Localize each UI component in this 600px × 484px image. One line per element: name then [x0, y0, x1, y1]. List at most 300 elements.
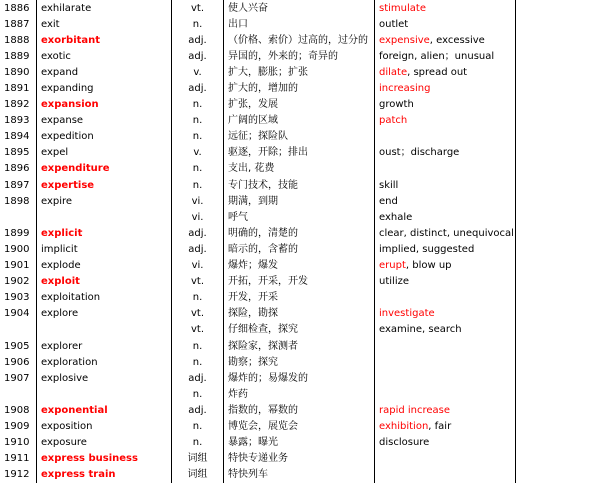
synonym-text: growth	[379, 99, 414, 111]
table-row	[0, 48, 600, 64]
entry-number-cell-text: 1894	[4, 131, 30, 143]
entry-number-cell	[0, 322, 37, 338]
entry-number-cell-text: 1911	[4, 453, 30, 465]
part-of-speech-cell	[172, 290, 224, 306]
blank-cell	[516, 80, 600, 96]
part-of-speech-cell	[172, 209, 224, 225]
table-row	[0, 451, 600, 467]
headword-cell-text: exposition	[41, 420, 93, 432]
part-of-speech-cell-text: vt.	[190, 2, 205, 14]
table-row	[0, 435, 600, 451]
headword-cell	[37, 0, 172, 16]
part-of-speech-cell-text: v.	[193, 147, 202, 159]
chinese-meaning-cell-text: 特快列车	[228, 469, 268, 481]
chinese-meaning-cell-text: 特快专递业务	[228, 453, 288, 465]
highlighted-synonym: patch	[379, 115, 408, 127]
part-of-speech-cell	[172, 97, 224, 113]
chinese-meaning-cell	[224, 418, 375, 434]
blank-cell	[516, 209, 600, 225]
chinese-meaning-cell	[224, 338, 375, 354]
chinese-meaning-cell-text: 暗示的，含蓄的	[228, 243, 298, 255]
entry-number-cell	[0, 306, 37, 322]
entry-number-cell-text: 1903	[4, 292, 30, 304]
part-of-speech-cell	[172, 467, 224, 483]
part-of-speech-cell-text: adj.	[188, 50, 207, 62]
synonym-text: , spread out	[407, 66, 468, 78]
part-of-speech-cell-text: n.	[192, 388, 203, 400]
part-of-speech-cell-text: adj.	[188, 227, 207, 239]
entry-number-cell	[0, 241, 37, 257]
entry-number-cell-text: 1906	[4, 356, 30, 368]
entry-number-cell	[0, 16, 37, 32]
entry-number-cell	[0, 193, 37, 209]
table-row	[0, 0, 600, 16]
english-synonym-cell	[375, 113, 516, 129]
english-synonym-cell	[375, 161, 516, 177]
chinese-meaning-cell-text: 出口	[228, 18, 248, 30]
headword-cell-text: expand	[41, 66, 79, 78]
blank-cell	[516, 418, 600, 434]
chinese-meaning-cell-text: 专门技术，技能	[228, 179, 298, 191]
table-row	[0, 258, 600, 274]
english-synonym-cell	[375, 209, 516, 225]
part-of-speech-cell-text: n.	[192, 356, 203, 368]
entry-number-cell	[0, 338, 37, 354]
blank-cell	[516, 161, 600, 177]
part-of-speech-cell-text: n.	[192, 115, 203, 127]
blank-cell	[516, 467, 600, 483]
table-row	[0, 322, 600, 338]
chinese-meaning-cell-text: 支出, 花费	[228, 163, 275, 175]
headword-cell	[37, 290, 172, 306]
headword-cell-text: exit	[41, 18, 60, 30]
headword-cell-text: expanding	[41, 83, 94, 95]
headword-cell-text: explosive	[41, 372, 89, 384]
headword-cell-text: implicit	[41, 243, 78, 255]
blank-cell	[516, 241, 600, 257]
entry-number-cell	[0, 97, 37, 113]
english-synonym-cell	[375, 193, 516, 209]
english-synonym-cell	[375, 48, 516, 64]
part-of-speech-cell-text: n.	[192, 340, 203, 352]
blank-cell	[516, 386, 600, 402]
chinese-meaning-cell	[224, 97, 375, 113]
chinese-meaning-cell-text: 仔细检查，探究	[228, 324, 298, 336]
chinese-meaning-cell-text: 炸药	[228, 388, 248, 400]
part-of-speech-cell	[172, 161, 224, 177]
headword-cell	[37, 386, 172, 402]
entry-number-cell	[0, 64, 37, 80]
synonym-text: exhale	[379, 211, 413, 223]
entry-number-cell-text: 1912	[4, 469, 30, 481]
synonym-text: disclosure	[379, 437, 430, 449]
headword-cell	[37, 80, 172, 96]
table-row	[0, 241, 600, 257]
headword-cell-text: exponential	[41, 404, 108, 416]
part-of-speech-cell	[172, 258, 224, 274]
table-row	[0, 64, 600, 80]
entry-number-cell	[0, 177, 37, 193]
english-synonym-cell	[375, 451, 516, 467]
part-of-speech-cell	[172, 402, 224, 418]
chinese-meaning-cell	[224, 129, 375, 145]
blank-cell	[516, 338, 600, 354]
headword-cell	[37, 97, 172, 113]
chinese-meaning-cell	[224, 467, 375, 483]
chinese-meaning-cell	[224, 402, 375, 418]
headword-cell-text: explode	[41, 260, 81, 272]
synonym-text: , excessive	[429, 34, 485, 46]
blank-cell	[516, 64, 600, 80]
headword-cell-text: exploit	[41, 276, 80, 288]
entry-number-cell	[0, 225, 37, 241]
part-of-speech-cell-text: adj.	[188, 34, 207, 46]
entry-number-cell-text: 1907	[4, 372, 30, 384]
english-synonym-cell	[375, 80, 516, 96]
entry-number-cell	[0, 258, 37, 274]
headword-cell	[37, 370, 172, 386]
headword-cell-text: expansion	[41, 99, 99, 111]
chinese-meaning-cell-text: 期满，到期	[228, 195, 278, 207]
chinese-meaning-cell-text: 扩大的，增加的	[228, 83, 298, 95]
chinese-meaning-cell	[224, 435, 375, 451]
english-synonym-cell	[375, 354, 516, 370]
chinese-meaning-cell-text: 探险家，探测者	[228, 340, 298, 352]
headword-cell-text: express train	[41, 469, 116, 481]
highlighted-synonym: dilate	[379, 66, 408, 78]
part-of-speech-cell-text: vi.	[191, 260, 204, 272]
entry-number-cell	[0, 209, 37, 225]
headword-cell-text: exploitation	[41, 292, 101, 304]
english-synonym-cell	[375, 467, 516, 483]
blank-cell	[516, 306, 600, 322]
part-of-speech-cell	[172, 306, 224, 322]
headword-cell-text: exposure	[41, 437, 87, 449]
part-of-speech-cell	[172, 129, 224, 145]
headword-cell-text: explicit	[41, 227, 83, 239]
blank-cell	[516, 435, 600, 451]
chinese-meaning-cell	[224, 161, 375, 177]
part-of-speech-cell-text: vi.	[191, 211, 204, 223]
blank-cell	[516, 290, 600, 306]
part-of-speech-cell	[172, 322, 224, 338]
headword-cell	[37, 161, 172, 177]
entry-number-cell-text: 1900	[4, 243, 30, 255]
blank-cell	[516, 402, 600, 418]
table-row	[0, 402, 600, 418]
entry-number-cell	[0, 80, 37, 96]
chinese-meaning-cell	[224, 225, 375, 241]
table-row	[0, 418, 600, 434]
entry-number-cell-text: 1898	[4, 195, 30, 207]
chinese-meaning-cell-text: 爆炸的；易爆发的	[228, 372, 308, 384]
entry-number-cell-text: 1904	[4, 308, 30, 320]
part-of-speech-cell-text: vi.	[191, 195, 204, 207]
chinese-meaning-cell-text: 扩大，膨胀；扩张	[228, 66, 308, 78]
blank-cell	[516, 258, 600, 274]
entry-number-cell	[0, 113, 37, 129]
headword-cell	[37, 338, 172, 354]
part-of-speech-cell	[172, 274, 224, 290]
english-synonym-cell	[375, 258, 516, 274]
entry-number-cell-text: 1897	[4, 179, 30, 191]
part-of-speech-cell	[172, 386, 224, 402]
chinese-meaning-cell	[224, 48, 375, 64]
highlighted-synonym: exhibition	[379, 420, 429, 432]
entry-number-cell	[0, 48, 37, 64]
part-of-speech-cell	[172, 435, 224, 451]
synonym-text: outlet	[379, 18, 409, 30]
english-synonym-cell	[375, 370, 516, 386]
english-synonym-cell	[375, 418, 516, 434]
table-row	[0, 161, 600, 177]
chinese-meaning-cell	[224, 145, 375, 161]
english-synonym-cell	[375, 64, 516, 80]
highlighted-synonym: erupt	[379, 260, 406, 272]
chinese-meaning-cell-text: 使人兴奋	[228, 2, 268, 14]
part-of-speech-cell-text: v.	[193, 66, 202, 78]
entry-number-cell	[0, 354, 37, 370]
english-synonym-cell	[375, 241, 516, 257]
chinese-meaning-cell	[224, 64, 375, 80]
english-synonym-cell	[375, 274, 516, 290]
part-of-speech-cell	[172, 354, 224, 370]
table-row	[0, 290, 600, 306]
chinese-meaning-cell-text: 呼气	[228, 211, 248, 223]
entry-number-cell-text: 1902	[4, 276, 30, 288]
entry-number-cell	[0, 32, 37, 48]
chinese-meaning-cell-text: 探险，勘探	[228, 308, 278, 320]
headword-cell	[37, 48, 172, 64]
headword-cell	[37, 451, 172, 467]
part-of-speech-cell-text: adj.	[188, 243, 207, 255]
chinese-meaning-cell	[224, 451, 375, 467]
part-of-speech-cell-text: n.	[192, 99, 203, 111]
blank-cell	[516, 0, 600, 16]
headword-cell-text: exorbitant	[41, 34, 101, 46]
table-row	[0, 97, 600, 113]
chinese-meaning-cell	[224, 32, 375, 48]
table-row	[0, 338, 600, 354]
part-of-speech-cell	[172, 241, 224, 257]
synonym-text: examine, search	[379, 324, 462, 336]
headword-cell	[37, 258, 172, 274]
entry-number-cell-text: 1896	[4, 163, 30, 175]
blank-cell	[516, 97, 600, 113]
part-of-speech-cell-text: 词组	[187, 453, 208, 465]
entry-number-cell	[0, 129, 37, 145]
synonym-text: implied, suggested	[379, 243, 475, 255]
chinese-meaning-cell	[224, 290, 375, 306]
synonym-text: , blow up	[405, 260, 452, 272]
headword-cell	[37, 402, 172, 418]
entry-number-cell-text: 1901	[4, 260, 30, 272]
headword-cell	[37, 467, 172, 483]
entry-number-cell	[0, 370, 37, 386]
table-row	[0, 129, 600, 145]
highlighted-synonym: expensive	[379, 34, 430, 46]
part-of-speech-cell	[172, 177, 224, 193]
chinese-meaning-cell-text: 暴露；曝光	[228, 437, 278, 449]
synonym-text: foreign, alien；unusual	[379, 50, 495, 62]
chinese-meaning-cell	[224, 258, 375, 274]
headword-cell-text: express business	[41, 453, 138, 465]
chinese-meaning-cell-text: 扩张，发展	[228, 99, 278, 111]
table-row	[0, 80, 600, 96]
blank-cell	[516, 113, 600, 129]
chinese-meaning-cell-text: 开发，开采	[228, 292, 278, 304]
headword-cell-text: expertise	[41, 179, 95, 191]
blank-cell	[516, 370, 600, 386]
part-of-speech-cell	[172, 418, 224, 434]
blank-cell	[516, 193, 600, 209]
chinese-meaning-cell	[224, 193, 375, 209]
headword-cell	[37, 193, 172, 209]
english-synonym-cell	[375, 306, 516, 322]
table-row	[0, 209, 600, 225]
entry-number-cell	[0, 435, 37, 451]
english-synonym-cell	[375, 386, 516, 402]
headword-cell	[37, 354, 172, 370]
part-of-speech-cell	[172, 225, 224, 241]
entry-number-cell-text: 1888	[4, 34, 30, 46]
synonym-text: skill	[379, 179, 399, 191]
highlighted-synonym: rapid increase	[379, 404, 451, 416]
chinese-meaning-cell-text: 驱逐，开除；排出	[228, 147, 308, 159]
chinese-meaning-cell	[224, 306, 375, 322]
chinese-meaning-cell-text: 博览会，展览会	[228, 420, 298, 432]
entry-number-cell	[0, 0, 37, 16]
table-row	[0, 16, 600, 32]
english-synonym-cell	[375, 129, 516, 145]
table-row	[0, 32, 600, 48]
headword-cell-text: exhilarate	[41, 2, 92, 14]
entry-number-cell	[0, 402, 37, 418]
headword-cell-text: explorer	[41, 340, 83, 352]
highlighted-synonym: stimulate	[379, 2, 426, 14]
table-row	[0, 177, 600, 193]
part-of-speech-cell	[172, 451, 224, 467]
english-synonym-cell	[375, 322, 516, 338]
blank-cell	[516, 32, 600, 48]
chinese-meaning-cell-text: 远征；探险队	[228, 131, 288, 143]
chinese-meaning-cell	[224, 274, 375, 290]
entry-number-cell	[0, 418, 37, 434]
blank-cell	[516, 16, 600, 32]
entry-number-cell	[0, 145, 37, 161]
headword-cell	[37, 225, 172, 241]
part-of-speech-cell-text: adj.	[188, 372, 207, 384]
highlighted-synonym: increasing	[379, 83, 431, 95]
part-of-speech-cell-text: vt.	[190, 276, 205, 288]
chinese-meaning-cell	[224, 80, 375, 96]
english-synonym-cell	[375, 290, 516, 306]
headword-cell	[37, 64, 172, 80]
part-of-speech-cell	[172, 80, 224, 96]
headword-cell	[37, 16, 172, 32]
part-of-speech-cell	[172, 145, 224, 161]
part-of-speech-cell-text: vt.	[190, 308, 205, 320]
part-of-speech-cell-text: n.	[192, 18, 203, 30]
chinese-meaning-cell	[224, 0, 375, 16]
chinese-meaning-cell-text: 爆炸；爆发	[228, 260, 278, 272]
chinese-meaning-cell	[224, 209, 375, 225]
entry-number-cell-text: 1886	[4, 2, 30, 14]
table-row	[0, 354, 600, 370]
part-of-speech-cell-text: n.	[192, 163, 203, 175]
part-of-speech-cell-text: n.	[192, 437, 203, 449]
chinese-meaning-cell	[224, 16, 375, 32]
chinese-meaning-cell-text: 广阔的区域	[228, 115, 278, 127]
entry-number-cell-text: 1908	[4, 404, 30, 416]
chinese-meaning-cell	[224, 322, 375, 338]
entry-number-cell-text: 1909	[4, 420, 30, 432]
chinese-meaning-cell	[224, 370, 375, 386]
entry-number-cell-text: 1890	[4, 66, 30, 78]
part-of-speech-cell	[172, 370, 224, 386]
synonym-text: end	[379, 195, 398, 207]
part-of-speech-cell	[172, 64, 224, 80]
chinese-meaning-cell	[224, 177, 375, 193]
synonym-text: oust；discharge	[379, 147, 460, 159]
headword-cell-text: expedition	[41, 131, 94, 143]
english-synonym-cell	[375, 435, 516, 451]
part-of-speech-cell	[172, 193, 224, 209]
chinese-meaning-cell-text: 开拓，开采，开发	[228, 276, 308, 288]
table-row	[0, 386, 600, 402]
chinese-meaning-cell-text: 异国的，外来的；奇异的	[228, 50, 338, 62]
english-synonym-cell	[375, 225, 516, 241]
headword-cell	[37, 32, 172, 48]
part-of-speech-cell	[172, 32, 224, 48]
english-synonym-cell	[375, 177, 516, 193]
headword-cell	[37, 209, 172, 225]
part-of-speech-cell	[172, 16, 224, 32]
headword-cell-text: exotic	[41, 50, 71, 62]
headword-cell-text: expenditure	[41, 163, 110, 175]
entry-number-cell-text: 1910	[4, 437, 30, 449]
part-of-speech-cell	[172, 0, 224, 16]
table-row	[0, 306, 600, 322]
entry-number-cell-text: 1889	[4, 50, 30, 62]
chinese-meaning-cell-text: （价格、索价）过高的，过分的	[228, 34, 368, 46]
table-row	[0, 113, 600, 129]
entry-number-cell-text: 1895	[4, 147, 30, 159]
blank-cell	[516, 451, 600, 467]
highlighted-synonym: investigate	[379, 308, 435, 320]
table-row	[0, 145, 600, 161]
chinese-meaning-cell	[224, 113, 375, 129]
blank-cell	[516, 177, 600, 193]
chinese-meaning-cell-text: 明确的，清楚的	[228, 227, 298, 239]
part-of-speech-cell-text: n.	[192, 179, 203, 191]
entry-number-cell	[0, 274, 37, 290]
entry-number-cell	[0, 161, 37, 177]
headword-cell	[37, 145, 172, 161]
english-synonym-cell	[375, 402, 516, 418]
headword-cell	[37, 274, 172, 290]
english-synonym-cell	[375, 32, 516, 48]
entry-number-cell	[0, 290, 37, 306]
entry-number-cell-text: 1905	[4, 340, 30, 352]
english-synonym-cell	[375, 338, 516, 354]
english-synonym-cell	[375, 16, 516, 32]
headword-cell	[37, 322, 172, 338]
headword-cell	[37, 113, 172, 129]
part-of-speech-cell	[172, 48, 224, 64]
chinese-meaning-cell	[224, 386, 375, 402]
table-row	[0, 467, 600, 483]
